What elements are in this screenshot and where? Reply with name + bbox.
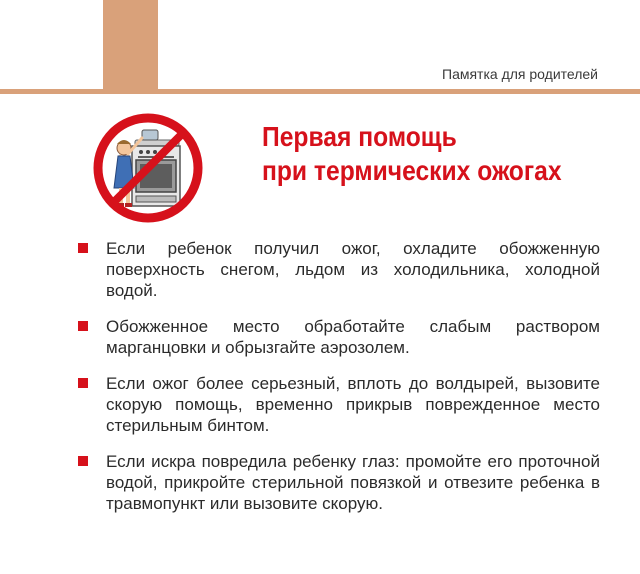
bullet-square-icon <box>78 456 88 466</box>
list-item <box>78 316 600 358</box>
list-item-text: Если искра повредила ребенку глаз: промойте его проточной водой, прикройте стерильной повязкой и отвезите ребенка в травмопункт или вызовите скорую. <box>106 452 600 513</box>
decorative-horizontal-stripe <box>0 89 640 94</box>
header-note: Памятка для родителей <box>442 66 598 82</box>
list-item-text: Обожженное место обработайте слабым раствором марганцовки и обрызгайте аэрозолем. <box>106 317 600 357</box>
no-child-at-stove-icon <box>90 110 206 226</box>
bullet-square-icon <box>78 321 88 331</box>
list-item <box>78 373 600 436</box>
bullet-square-icon <box>78 378 88 388</box>
page-title <box>262 120 602 188</box>
decorative-vertical-stripe <box>103 0 158 91</box>
list-item <box>78 238 600 301</box>
bullet-square-icon <box>78 243 88 253</box>
advice-list <box>78 238 600 529</box>
list-item-text: Если ребенок получил ожог, охладите обожженную поверхность снегом, льдом из холодильника, холодной водой. <box>106 239 600 300</box>
title-line-1: Первая помощь <box>262 121 457 152</box>
title-line-2: при термических ожогах <box>262 155 562 186</box>
list-item <box>78 451 600 514</box>
list-item-text: Если ожог более серьезный, вплоть до волдырей, вызовите скорую помощь, временно прикрыв поврежденное место стерильным бинтом. <box>106 374 600 435</box>
